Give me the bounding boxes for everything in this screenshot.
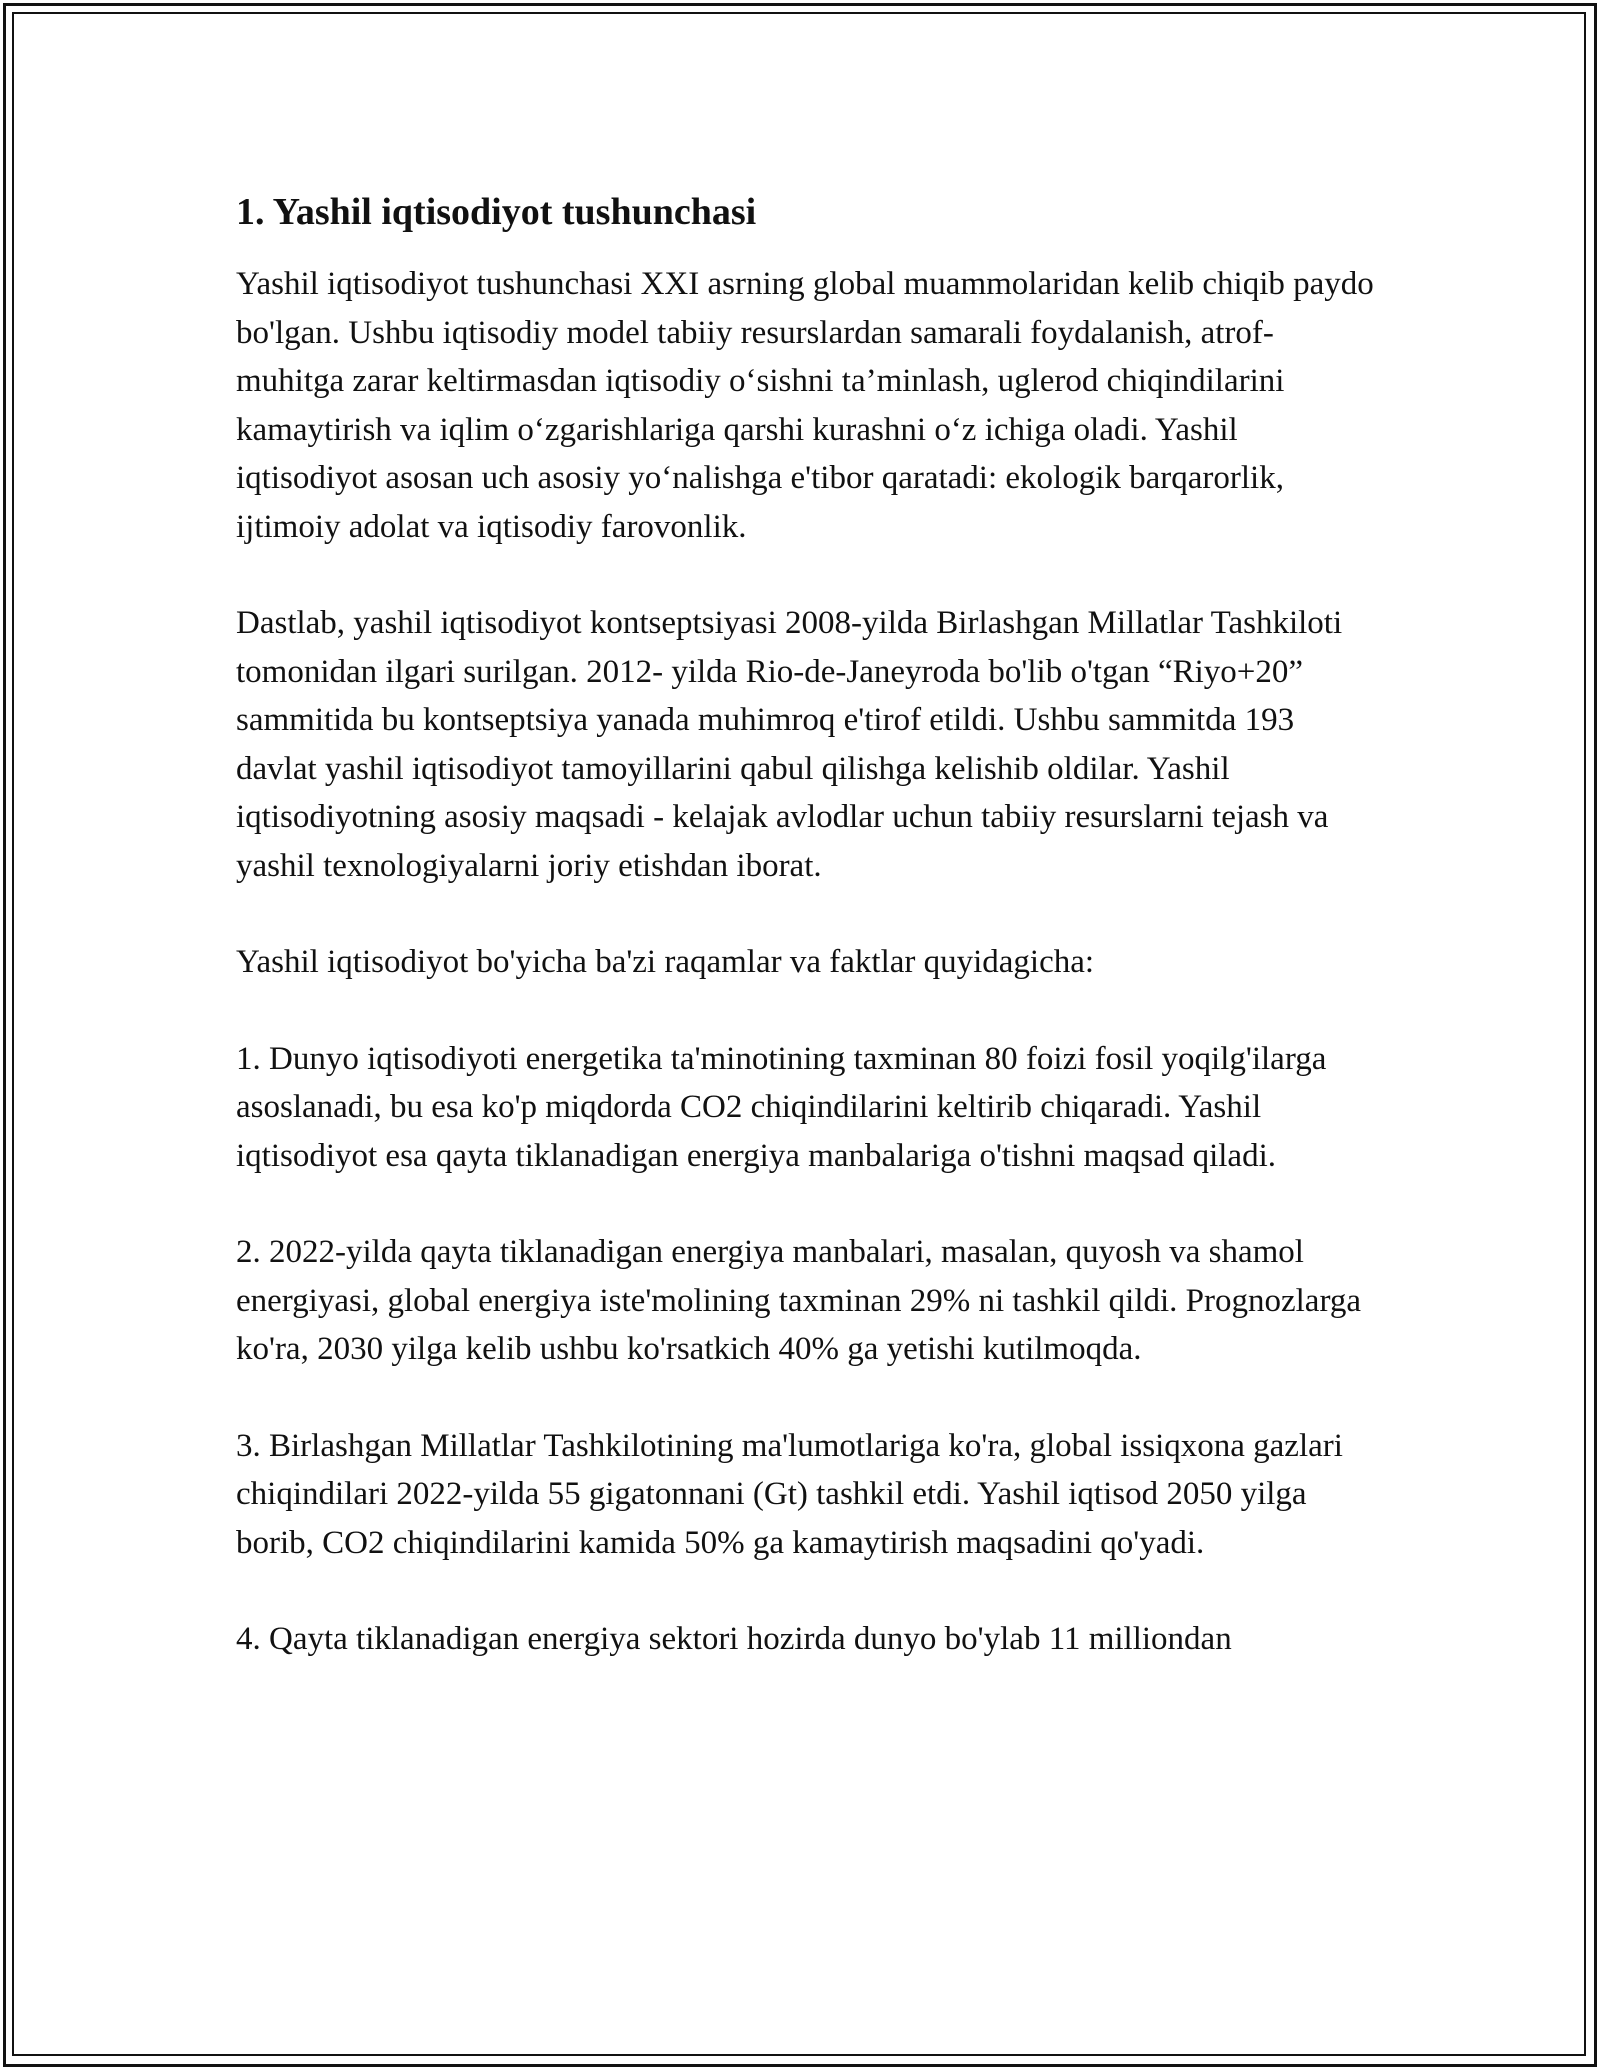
section-heading: 1. Yashil iqtisodiyot tushunchasi (236, 191, 757, 233)
paragraph-history: Dastlab, yashil iqtisodiyot kontseptsiyasi 2008-yilda Birlashgan Millatlar Tashkiloti tomonidan ilgari surilgan. 2012- yilda Rio-de-Janeyroda bo'lib o'tgan “Riyo+20” sammitida bu kontseptsiya yanada muhimroq e'tirof etildi. Ushbu sammitda 193 davlat yashil iqtisodiyot tamoyillarini qabul qilishga kelishib oldilar. Yashil iqtisodiyotning asosiy maqsadi - kelajak avlodlar uchun tabiiy resurslarni tejash va yashil texnologiyalarni joriy etishdan iborat. (236, 605, 1343, 884)
paragraph-intro: Yashil iqtisodiyot tushunchasi XXI asrning global muammolaridan kelib chiqib paydo bo'lgan. Ushbu iqtisodiy model tabiiy resurslardan samarali foydalanish, atrof-muhitga zarar keltirmasdan iqtisodiy o‘sishni ta’minlash, uglerod chiqindilarini kamaytirish va iqlim o‘zgarishlariga qarshi kurashni o‘z ichiga oladi. Yashil iqtisodiyot asosan uch asosiy yo‘nalishga e'tibor qaratadi: ekologik barqarorlik, ijtimoiy adolat va iqtisodiy farovonlik. (236, 266, 1374, 545)
paragraph-facts-intro: Yashil iqtisodiyot bo'yicha ba'zi raqamlar va faktlar quyidagicha: (236, 944, 1095, 980)
document-body (236, 186, 1376, 1664)
fact-item-1: 1. Dunyo iqtisodiyoti energetika ta'minotining taxminan 80 foizi fosil yoqilg'ilarga asoslanadi, bu esa ko'p miqdorda CO2 chiqindilarini keltirib chiqaradi. Yashil iqtisodiyot esa qayta tiklanadigan energiya manbalariga o'tishni maqsad qiladi. (236, 1040, 1327, 1174)
fact-item-3: 3. Birlashgan Millatlar Tashkilotining ma'lumotlariga ko'ra, global issiqxona gazlari chiqindilari 2022-yilda 55 gigatonnani (Gt) tashkil etdi. Yashil iqtisod 2050 yilga borib, CO2 chiqindilarini kamida 50% ga kamaytirish maqsadini qo'yadi. (236, 1427, 1343, 1561)
fact-item-2: 2. 2022-yilda qayta tiklanadigan energiya manbalari, masalan, quyosh va shamol energiyasi, global energiya iste'molining taxminan 29% ni tashkil qildi. Prognozlarga ko'ra, 2030 yilga kelib ushbu ko'rsatkich 40% ga yetishi kutilmoqda. (236, 1234, 1361, 1367)
fact-item-4: 4. Qayta tiklanadigan energiya sektori hozirda dunyo bo'ylab 11 milliondan (236, 1621, 1232, 1657)
